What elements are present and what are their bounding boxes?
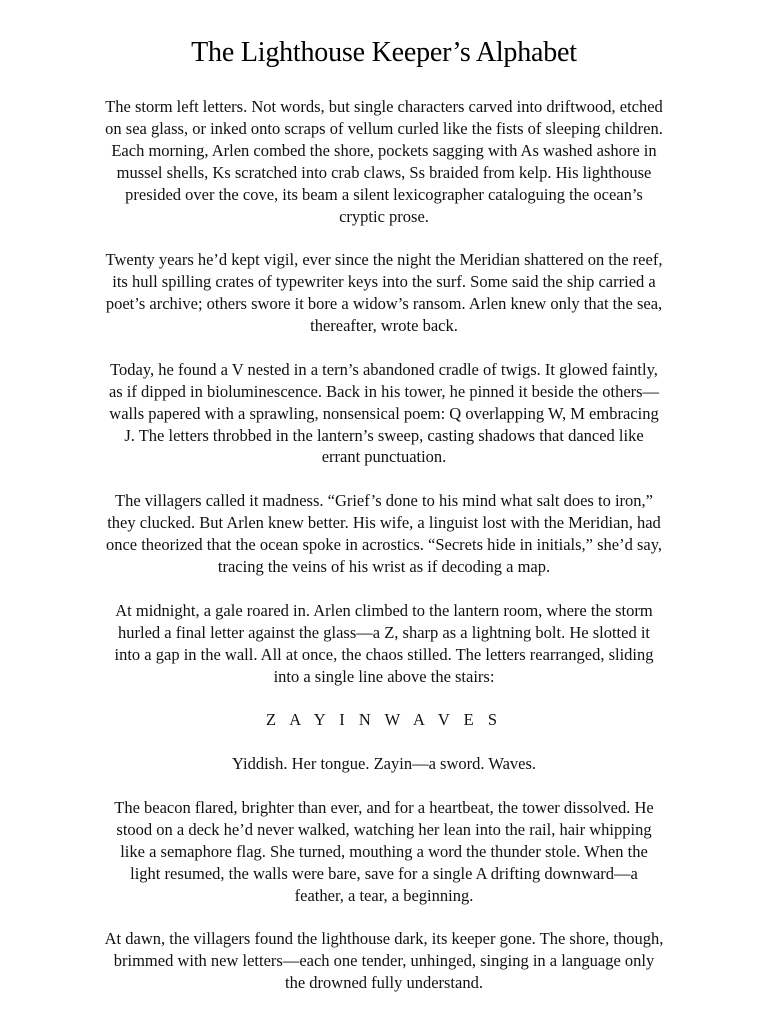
document-title: The Lighthouse Keeper’s Alphabet bbox=[191, 37, 577, 68]
paragraph-yiddish: Yiddish. Her tongue. Zayin—a sword. Waves. bbox=[231, 754, 537, 774]
paragraph-villagers: The villagers called it madness. “Grief’s done to his mind what salt does to iron,” they clucked. But Arlen knew better. His wife, a linguist lost with the Meridian, had once theorized that the ocean spoke in acrostics. “Secrets hide in initials,” she’d say, tracing the veins of his wrist as if decoding a map. bbox=[105, 491, 663, 576]
story-body bbox=[104, 96, 664, 994]
paragraph-dawn: At dawn, the villagers found the lighthouse dark, its keeper gone. The shore, though, brimmed with new letters—each one tender, unhinged, singing in a language only the drowned fully understand. bbox=[104, 929, 664, 993]
paragraph-vigil: Twenty years he’d kept vigil, ever since the night the Meridian shattered on the reef, its hull spilling crates of typewriter keys into the surf. Some said the ship carried a poet’s archive; others swore it bore a widow’s ransom. Arlen knew only that the sea, thereafter, wrote back. bbox=[105, 250, 663, 336]
paragraph-tern-nest: Today, he found a V nested in a tern’s abandoned cradle of twigs. It glowed faintly, as if dipped in bioluminescence. Back in his tower, he pinned it beside the others—walls papered with a sprawling, nonsensical poem: Q overlapping W, M embracing J. The letters throbbed in the lantern’s sweep, casting shadows that danced like errant punctuation. bbox=[108, 359, 660, 467]
paragraph-midnight-gale: At midnight, a gale roared in. Arlen climbed to the lantern room, where the storm hurled a final letter against the glass—a Z, sharp as a lightning bolt. He slotted it into a gap in the wall. All at once, the chaos stilled. The letters rearranged, sliding into a single line above the stairs: bbox=[114, 600, 654, 686]
paragraph-hidden-message: Z A Y I N W A V E S bbox=[265, 710, 503, 730]
paragraph-storm-letters: The storm left letters. Not words, but single characters carved into driftwood, etched on sea glass, or inked onto scraps of vellum curled like the fists of sleeping children. Each morning, Arlen combed the shore, pockets sagging with As washed ashore in mussel shells, Ks scratched into crab claws, Ss braided from kelp. His lighthouse presided over the cove, its beam a silent lexicographer cataloguing the ocean’s cryptic prose. bbox=[105, 97, 663, 226]
paragraph-beacon: The beacon flared, brighter than ever, and for a heartbeat, the tower dissolved. He stood on a deck he’d never walked, watching her lean into the rail, hair whipping like a semaphore flag. She turned, mouthing a word the thunder stole. When the light resumed, the walls were bare, save for a single A drifting downward—a feather, a tear, a beginning. bbox=[114, 797, 654, 905]
